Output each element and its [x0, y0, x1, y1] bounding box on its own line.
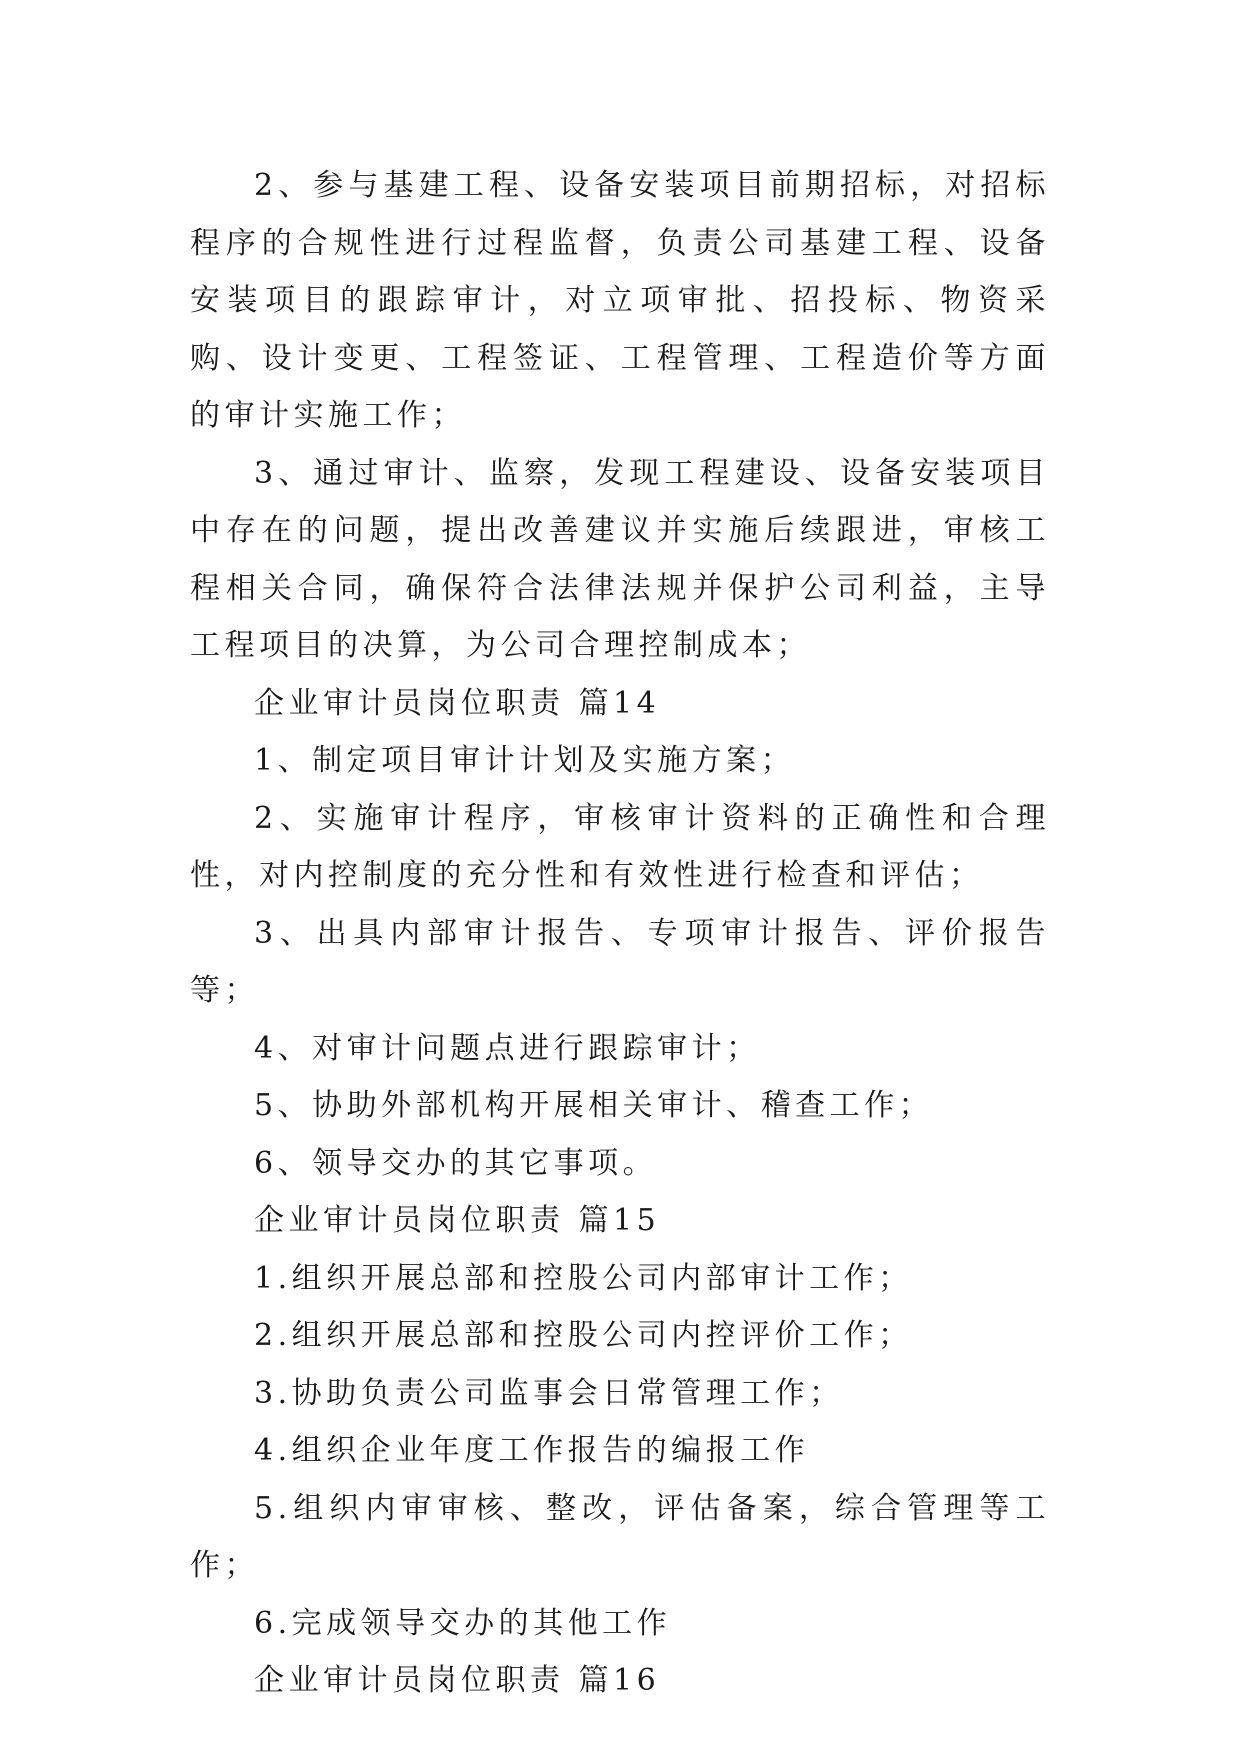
section-heading-15: 企业审计员岗位职责 篇15 — [254, 1203, 661, 1238]
list-item: 4.组织企业年度工作报告的编报工作 — [254, 1433, 810, 1468]
list-item: 5.组织内审审核、整改，评估备案，综合管理等工作； — [190, 1490, 1050, 1583]
list-item: 2.组织开展总部和控股公司内控评价工作； — [254, 1318, 913, 1353]
list-item: 3.协助负责公司监事会日常管理工作； — [254, 1375, 844, 1411]
section-heading-16: 企业审计员岗位职责 篇16 — [254, 1663, 661, 1698]
list-item: 6、领导交办的其它事项。 — [254, 1145, 658, 1181]
list-item: 3、出具内部审计报告、专项审计报告、评价报告等； — [190, 915, 1050, 1008]
list-item: 2、实施审计程序，审核审计资料的正确性和合理性，对内控制度的充分性和有效性进行检查和评估； — [190, 800, 1050, 893]
section-heading-14: 企业审计员岗位职责 篇14 — [254, 685, 661, 721]
paragraph-item-3-audit-issues: 3、通过审计、监察，发现工程建设、设备安装项目中存在的问题，提出改善建议并实施后续跟进，审核工程相关合同，确保符合法律法规并保护公司利益，主导工程项目的决算，为公司合理控制成本； — [190, 455, 1050, 663]
list-item: 4、对审计问题点进行跟踪审计； — [254, 1030, 761, 1066]
list-item: 5、协助外部机构开展相关审计、稽查工作； — [254, 1088, 934, 1123]
list-item: 6.完成领导交办的其他工作 — [254, 1605, 672, 1641]
paragraph-item-2-bidding: 2、参与基建工程、设备安装项目前期招标，对招标程序的合规性进行过程监督，负责公司基建工程、设备安装项目的跟踪审计，对立项审批、招投标、物资采购、设计变更、工程签证、工程管理、工程造价等方面的审计实施工作； — [190, 168, 1050, 433]
list-item: 1.组织开展总部和控股公司内部审计工作； — [254, 1260, 913, 1296]
list-item: 1、制定项目审计计划及实施方案； — [254, 743, 796, 778]
document-body — [190, 157, 1050, 1710]
